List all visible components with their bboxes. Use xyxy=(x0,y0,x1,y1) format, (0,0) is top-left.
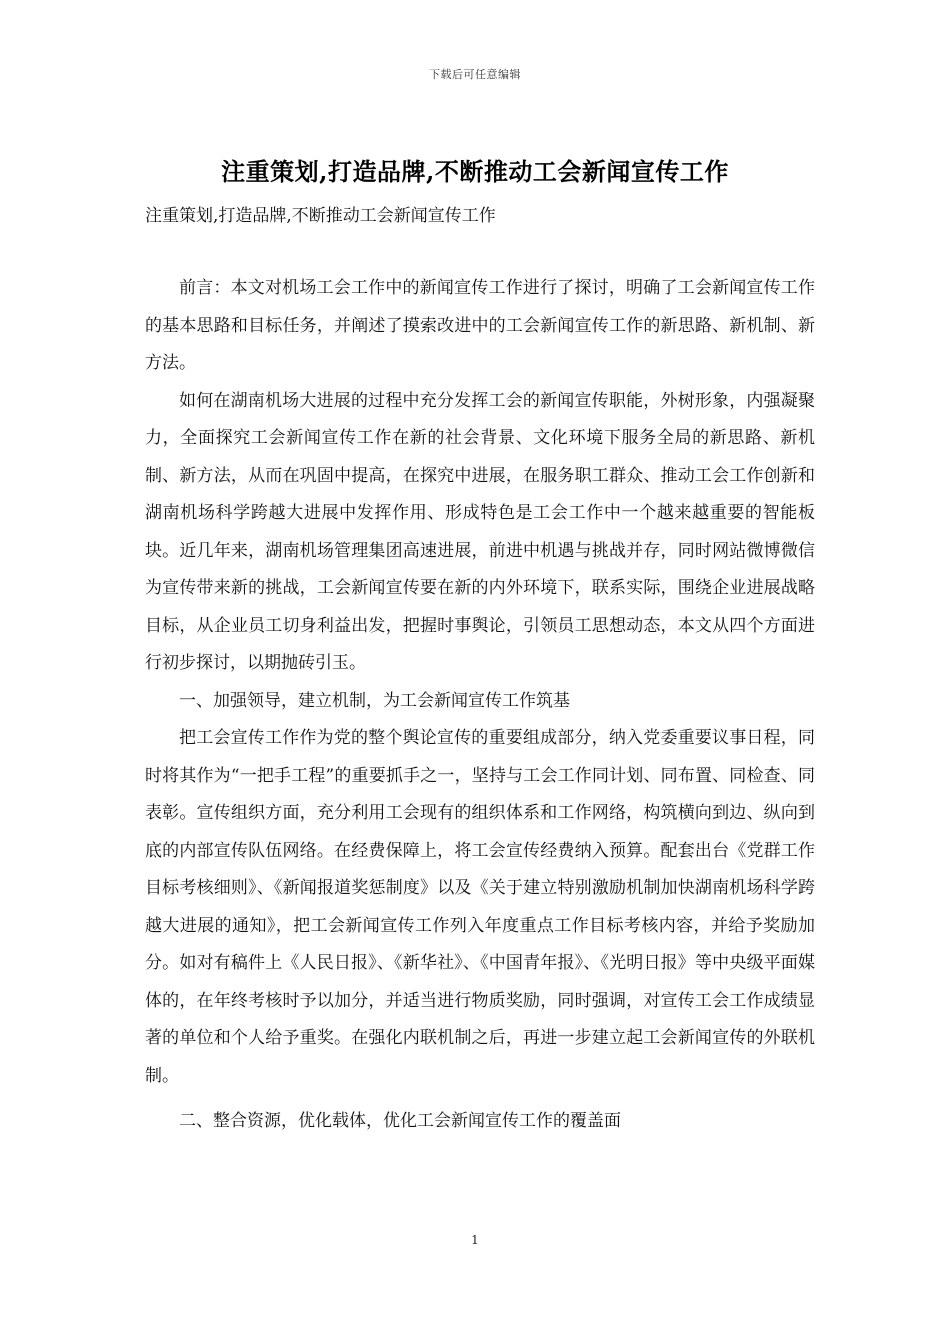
paragraph-preface: 前言：本文对机场工会工作中的新闻宣传工作进行了探讨，明确了工会新闻宣传工作的基本思路和目标任务，并阐述了摸索改进中的工会新闻宣传工作的新思路、新机制、新方法。 xyxy=(145,278,815,373)
document-body xyxy=(145,270,815,1141)
document-subtitle: 注重策划,打造品牌,不断推动工会新闻宣传工作 xyxy=(145,206,496,226)
header-note: 下载后可任意编辑 xyxy=(429,68,521,81)
page-number: 1 xyxy=(471,1233,479,1247)
section-heading-1: 一、加强领导，建立机制，为工会新闻宣传工作筑基 xyxy=(179,690,570,711)
document-title: 注重策划,打造品牌,不断推动工会新闻宣传工作 xyxy=(221,157,729,186)
section-heading-2: 二、整合资源，优化载体，优化工会新闻宣传工作的覆盖面 xyxy=(179,1111,621,1131)
paragraph-section-1: 把工会宣传工作作为党的整个舆论宣传的重要组成部分，纳入党委重要议事日程，同时将其作为“一把手工程”的重要抓手之一，坚持与工会工作同计划、同布置、同检查、同表彰。宣传组织方面，充分利用工会现有的组织体系和工作网络，构筑横向到边、纵向到底的内部宣传队伍网络。在经费保障上，将工会宣传经费纳入预算。配套出台《党群工作目标考核细则》、《新闻报道奖惩制度》以及《关于建立特别激励机制加快湖南机场科学跨越大进展的通知》，把工会新闻宣传工作列入年度重点工作目标考核内容，并给予奖励加分。如对有稿件上《人民日报》、《新华社》、《中国青年报》、《光明日报》等中央级平面媒体的，在年终考核时予以加分，并适当进行物质奖励，同时强调，对宣传工会工作成绩显著的单位和个人给予重奖。在强化内联机制之后，再进一步建立起工会新闻宣传的外联机制。 xyxy=(145,728,815,1086)
paragraph-intro: 如何在湖南机场大进展的过程中充分发挥工会的新闻宣传职能，外树形象，内强凝聚力，全面探究工会新闻宣传工作在新的社会背景、文化环境下服务全局的新思路、新机制、新方法，从而在巩固中提高，在探究中进展，在服务职工群众、推动工会工作创新和湖南机场科学跨越大进展中发挥作用、形成特色是工会工作中一个越来越重要的智能板块。近几年来，湖南机场管理集团高速进展，前进中机遇与挑战并存，同时网站微博微信为宣传带来新的挑战，工会新闻宣传要在新的内外环境下，联系实际，围绕企业进展战略目标，从企业员工切身利益出发，把握时事舆论，引领员工思想动态，本文从四个方面进行初步探讨，以期抛砖引玉。 xyxy=(145,390,815,673)
